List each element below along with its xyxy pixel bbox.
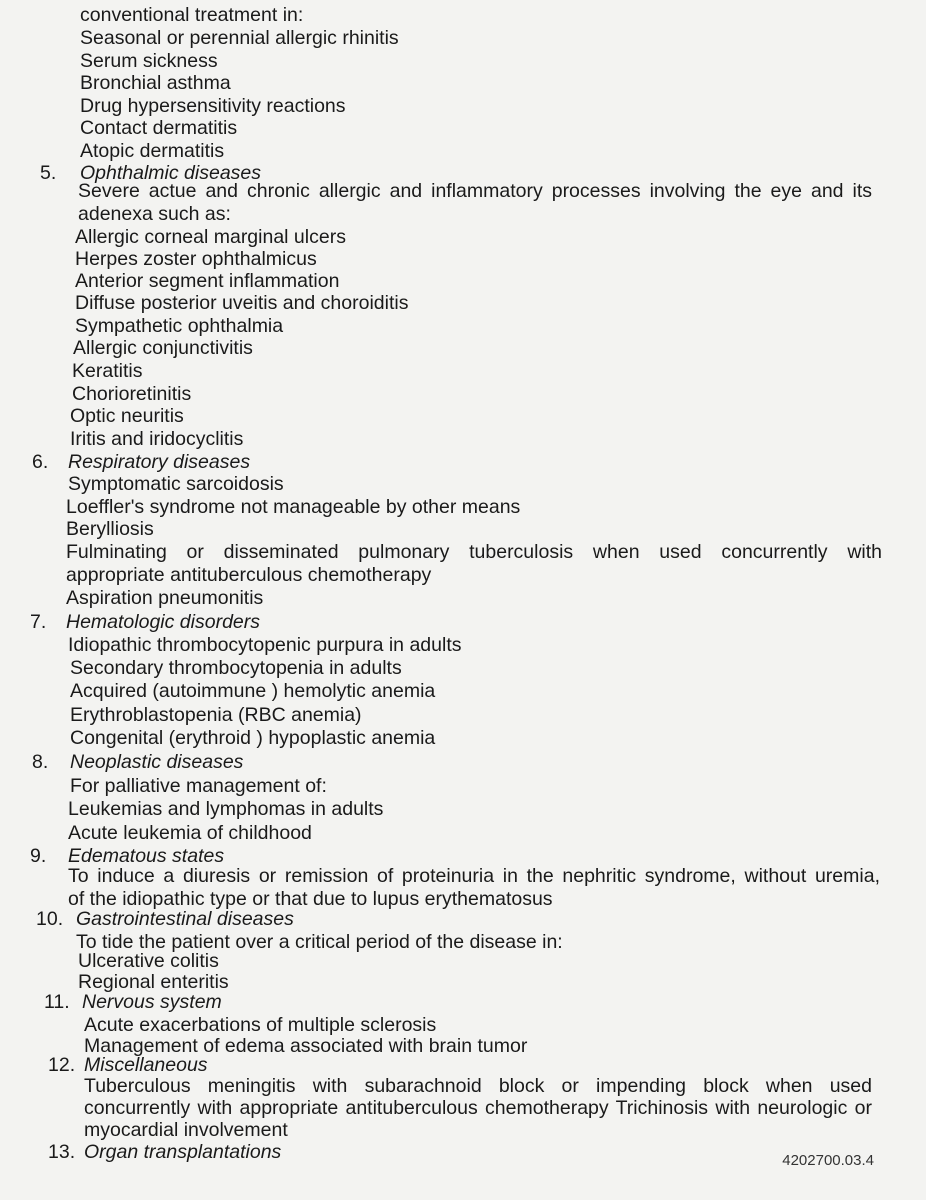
section-number: 8. bbox=[32, 751, 49, 773]
list-item: Contact dermatitis bbox=[80, 117, 238, 139]
list-item: Leukemias and lymphomas in adults bbox=[68, 798, 384, 820]
paragraph-line: Tuberculous meningitis with subarachnoid block or impending block when used bbox=[84, 1075, 872, 1097]
section-title: Ophthalmic diseases bbox=[80, 162, 262, 184]
intro-tail: conventional treatment in: bbox=[80, 4, 304, 26]
list-item: Optic neuritis bbox=[70, 405, 184, 427]
list-item: Atopic dermatitis bbox=[80, 140, 225, 162]
section-title: Neoplastic diseases bbox=[70, 751, 244, 773]
section-number: 11. bbox=[44, 991, 70, 1013]
section-number: 13. bbox=[48, 1141, 76, 1163]
paragraph-line: myocardial involvement bbox=[84, 1119, 288, 1141]
list-item: Keratitis bbox=[72, 360, 143, 382]
list-item: Allergic conjunctivitis bbox=[73, 337, 253, 359]
list-item: Chorioretinitis bbox=[72, 383, 192, 405]
list-item: Symptomatic sarcoidosis bbox=[68, 473, 284, 495]
document-code: 4202700.03.4 bbox=[782, 1152, 874, 1169]
list-item: Serum sickness bbox=[80, 50, 218, 72]
section-title: Nervous system bbox=[82, 991, 222, 1013]
section-number: 5. bbox=[40, 162, 57, 184]
paragraph-line: concurrently with appropriate antituberculous chemotherapy Trichinosis with neurologic or bbox=[84, 1097, 872, 1119]
section-number: 12. bbox=[48, 1054, 76, 1076]
list-item: Berylliosis bbox=[66, 518, 154, 540]
list-item: Anterior segment inflammation bbox=[75, 270, 340, 292]
list-item: Sympathetic ophthalmia bbox=[75, 315, 284, 337]
section-title: Miscellaneous bbox=[84, 1054, 208, 1076]
paragraph-line: Severe actue and chronic allergic and inflammatory processes involving the eye and its bbox=[78, 180, 872, 202]
list-item: Erythroblastopenia (RBC anemia) bbox=[70, 704, 362, 726]
list-item: Bronchial asthma bbox=[80, 72, 231, 94]
list-item: Management of edema associated with brain tumor bbox=[84, 1035, 528, 1057]
paragraph-line: To induce a diuresis or remission of proteinuria in the nephritic syndrome, without uremia, bbox=[68, 865, 880, 887]
list-item: Seasonal or perennial allergic rhinitis bbox=[80, 27, 399, 49]
list-item: Congenital (erythroid ) hypoplastic anemia bbox=[70, 727, 436, 749]
list-item: Drug hypersensitivity reactions bbox=[80, 95, 346, 117]
paragraph-line: For palliative management of: bbox=[70, 775, 327, 797]
list-item: Iritis and iridocyclitis bbox=[70, 428, 244, 450]
section-number: 7. bbox=[30, 611, 47, 633]
list-item: Idiopathic thrombocytopenic purpura in adults bbox=[68, 634, 462, 656]
section-number: 6. bbox=[32, 451, 49, 473]
list-item: Diffuse posterior uveitis and choroiditis bbox=[75, 292, 409, 314]
paragraph-line: appropriate antituberculous chemotherapy bbox=[66, 564, 432, 586]
paragraph-line: To tide the patient over a critical period of the disease in: bbox=[76, 931, 563, 953]
list-item: Acute leukemia of childhood bbox=[68, 822, 312, 844]
section-number: 9. bbox=[30, 845, 47, 867]
section-number: 10. bbox=[36, 908, 64, 930]
list-item: Acquired (autoimmune ) hemolytic anemia bbox=[70, 680, 436, 702]
section-title: Hematologic disorders bbox=[66, 611, 261, 633]
section-title: Gastrointestinal diseases bbox=[76, 908, 294, 930]
paragraph-line: of the idiopathic type or that due to lupus erythematosus bbox=[68, 888, 553, 910]
list-item: Allergic corneal marginal ulcers bbox=[75, 226, 346, 248]
list-item: Secondary thrombocytopenia in adults bbox=[70, 657, 402, 679]
list-item: Loeffler's syndrome not manageable by other means bbox=[66, 496, 521, 518]
section-title: Respiratory diseases bbox=[68, 451, 251, 473]
paragraph-line: Fulminating or disseminated pulmonary tuberculosis when used concurrently with bbox=[66, 541, 882, 563]
list-item: Herpes zoster ophthalmicus bbox=[75, 248, 317, 270]
list-item: Aspiration pneumonitis bbox=[66, 587, 264, 609]
list-item: Ulcerative colitis bbox=[78, 950, 219, 972]
paragraph-line: adenexa such as: bbox=[78, 203, 231, 225]
section-title: Organ transplantations bbox=[84, 1141, 282, 1163]
list-item: Regional enteritis bbox=[78, 971, 229, 993]
section-title: Edematous states bbox=[68, 845, 225, 867]
list-item: Acute exacerbations of multiple sclerosis bbox=[84, 1014, 437, 1036]
